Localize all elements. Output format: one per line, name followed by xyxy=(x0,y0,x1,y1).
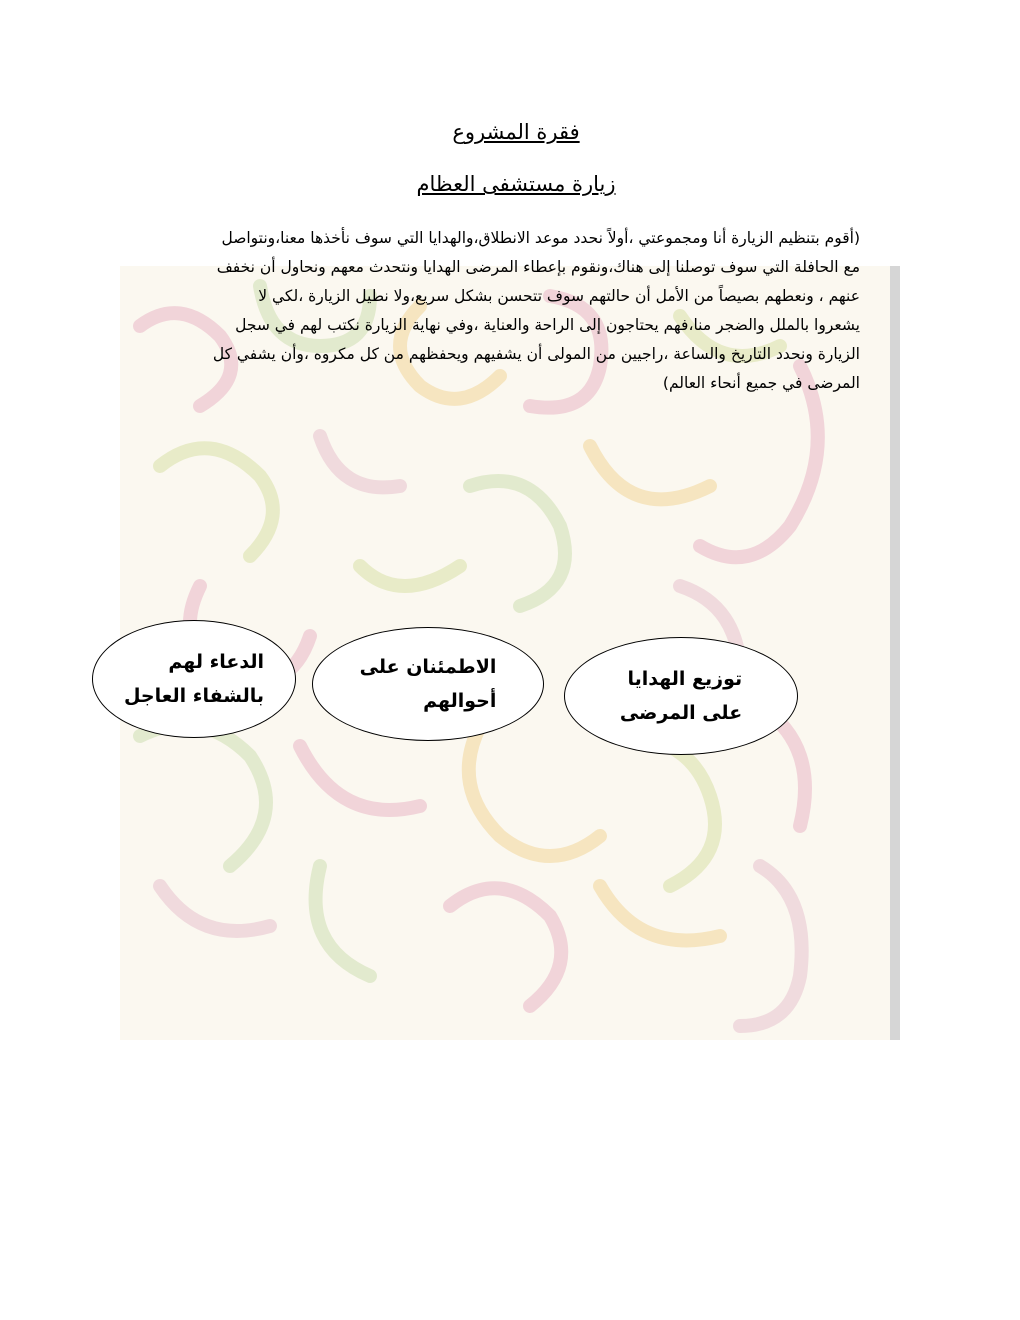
step-bubble-pray-for-recovery xyxy=(92,620,296,738)
step-bubble-distribute-gifts xyxy=(564,637,798,755)
bubble-label: الدعاء لهم بالشفاء العاجل xyxy=(123,651,265,707)
page-title: فقرة المشروع xyxy=(452,120,580,144)
page-subtitle: زيارة مستشفى العظام xyxy=(416,172,616,196)
bubble-label: توزيع الهدايا على المرضى xyxy=(619,668,743,724)
paragraph-line: عنهم ، ونعطهم بصيصاً من الأمل أن حالتهم سوف تتحسن بشكل سريع،ولا نطيل الزيارة ،لكي لا xyxy=(258,287,860,305)
project-paragraph xyxy=(120,224,860,398)
paragraph-line: المرضى في جميع أنحاء العالم) xyxy=(662,374,860,392)
bubble-label: الاطمئنان على أحوالهم xyxy=(359,656,497,712)
paragraph-line: مع الحافلة التي سوف توصلنا إلى هناك،ونقوم بإعطاء المرضى الهدايا ونتحدث معهم ونحاول أن نخفف xyxy=(216,258,860,276)
step-bubble-check-on-patients xyxy=(312,627,544,741)
paragraph-line: يشعروا بالملل والضجر منا،فهم يحتاجون إلى الراحة والعناية ،وفي نهاية الزيارة نكتب لهم في سجل xyxy=(235,316,860,334)
paragraph-line: الزيارة ونحدد التاريخ والساعة ،راجيين من المولى أن يشفيهم ويحفظهم من كل مكروه ،وأن يشفي كل xyxy=(212,345,860,363)
image-border xyxy=(890,266,900,1040)
paragraph-line: (أقوم بتنظيم الزيارة أنا ومجموعتي ،أولاً نحدد موعد الانطلاق،والهدايا التي سوف نأخذها معنا،ونتواصل xyxy=(221,229,860,247)
